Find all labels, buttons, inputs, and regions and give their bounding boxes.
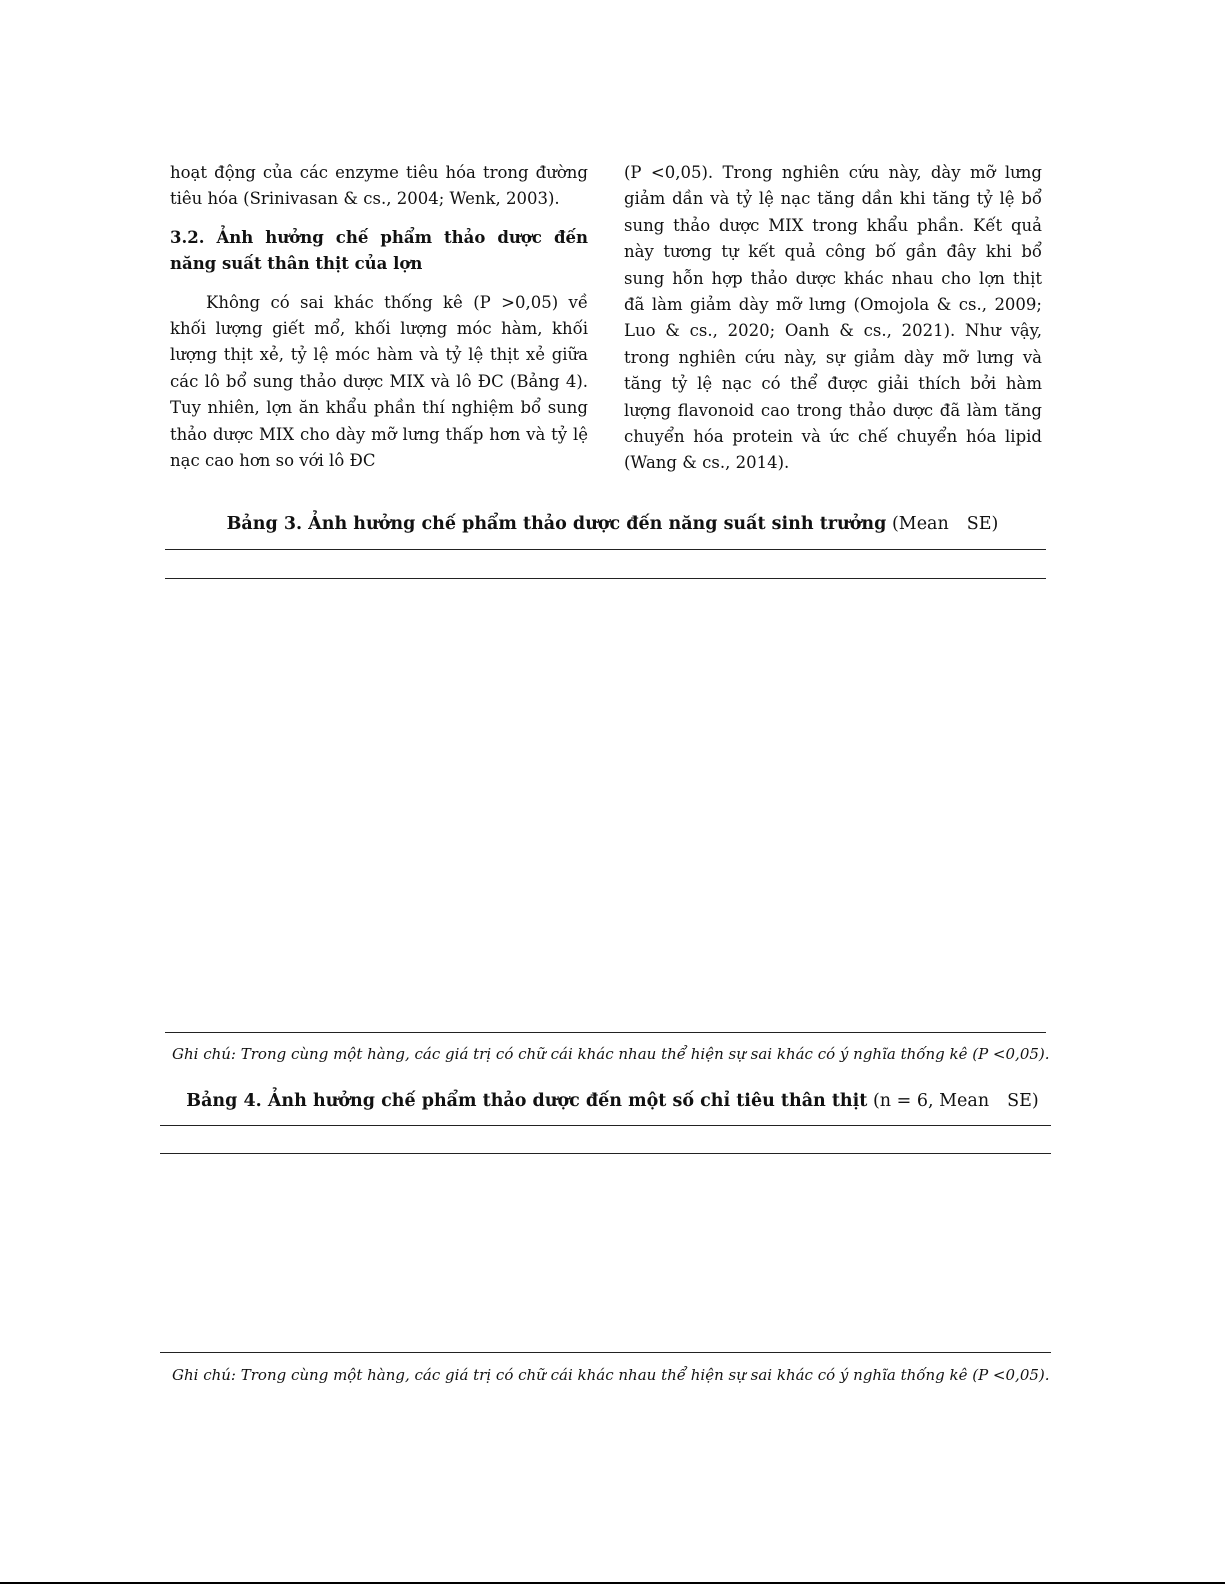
table4-caption-open: (n = 6, Mean [872,1091,990,1111]
table3-header-rule [165,578,1046,579]
table3-caption [0,514,1225,534]
table4-header-rule [160,1153,1051,1154]
table3-note: Ghi chú: Trong cùng một hàng, các giá trị có chữ cái khác nhau thể hiện sự sai khác có ý nghĩa thống kê (P <0,05). [172,1045,1050,1063]
table3-caption-title: Bảng 3. Ảnh hưởng chế phẩm thảo dược đến năng suất sinh trưởng [226,514,887,534]
table4-top-rule [160,1125,1051,1126]
left-paragraph-1: hoạt động của các enzyme tiêu hóa trong đường tiêu hóa (Srinivasan & cs., 2004; Wenk, 2003). [170,163,588,209]
table4-note: Ghi chú: Trong cùng một hàng, các giá trị có chữ cái khác nhau thể hiện sự sai khác có ý nghĩa thống kê (P <0,05). [172,1366,1050,1384]
table3-bottom-rule [165,1032,1046,1033]
right-paragraph-1: (P <0,05). Trong nghiên cứu này, dày mỡ lưng giảm dần và tỷ lệ nạc tăng dần khi tăng tỷ lệ bổ sung thảo dược MIX trong khẩu phần. Kết quả này tương tự kết quả công bố gần đây khi bổ sung hỗn hợp thảo dược khác nhau cho lợn thịt đã làm giảm dày mỡ lưng (Omojola & cs., 2009; Luo & cs., 2020; Oanh & cs., 2021). Như vậy, trong nghiên cứu này, sự giảm dày mỡ lưng và tăng tỷ lệ nạc có thể được giải thích bởi hàm lượng flavonoid cao trong thảo dược đã làm tăng chuyển hóa protein và ức chế chuyển hóa lipid (Wang & cs., 2014). [624,163,1042,473]
left-paragraph-2: Không có sai khác thống kê (P >0,05) về khối lượng giết mổ, khối lượng móc hàm, khối lượng thịt xẻ, tỷ lệ móc hàm và tỷ lệ thịt xẻ giữa các lô bổ sung thảo dược MIX và lô ĐC (Bảng 4). Tuy nhiên, lợn ăn khẩu phần thí nghiệm bổ sung thảo dược MIX cho dày mỡ lưng thấp hơn và tỷ lệ nạc cao hơn so với lô ĐC [170,292,588,471]
right-column [624,160,1042,477]
table4-caption-title: Bảng 4. Ảnh hưởng chế phẩm thảo dược đến một số chỉ tiêu thân thịt [186,1091,868,1111]
table3-caption-open: (Mean [891,514,949,534]
table3-caption-close: SE) [966,514,999,534]
table4-caption [0,1091,1225,1111]
page-bottom-border [0,1582,1225,1584]
table4-bottom-rule [160,1352,1051,1353]
table4-caption-close: SE) [1007,1091,1039,1111]
left-column [170,160,588,474]
table3-top-rule [165,549,1046,550]
section-heading: 3.2. Ảnh hưởng chế phẩm thảo dược đến năng suất thân thịt của lợn [170,227,588,274]
